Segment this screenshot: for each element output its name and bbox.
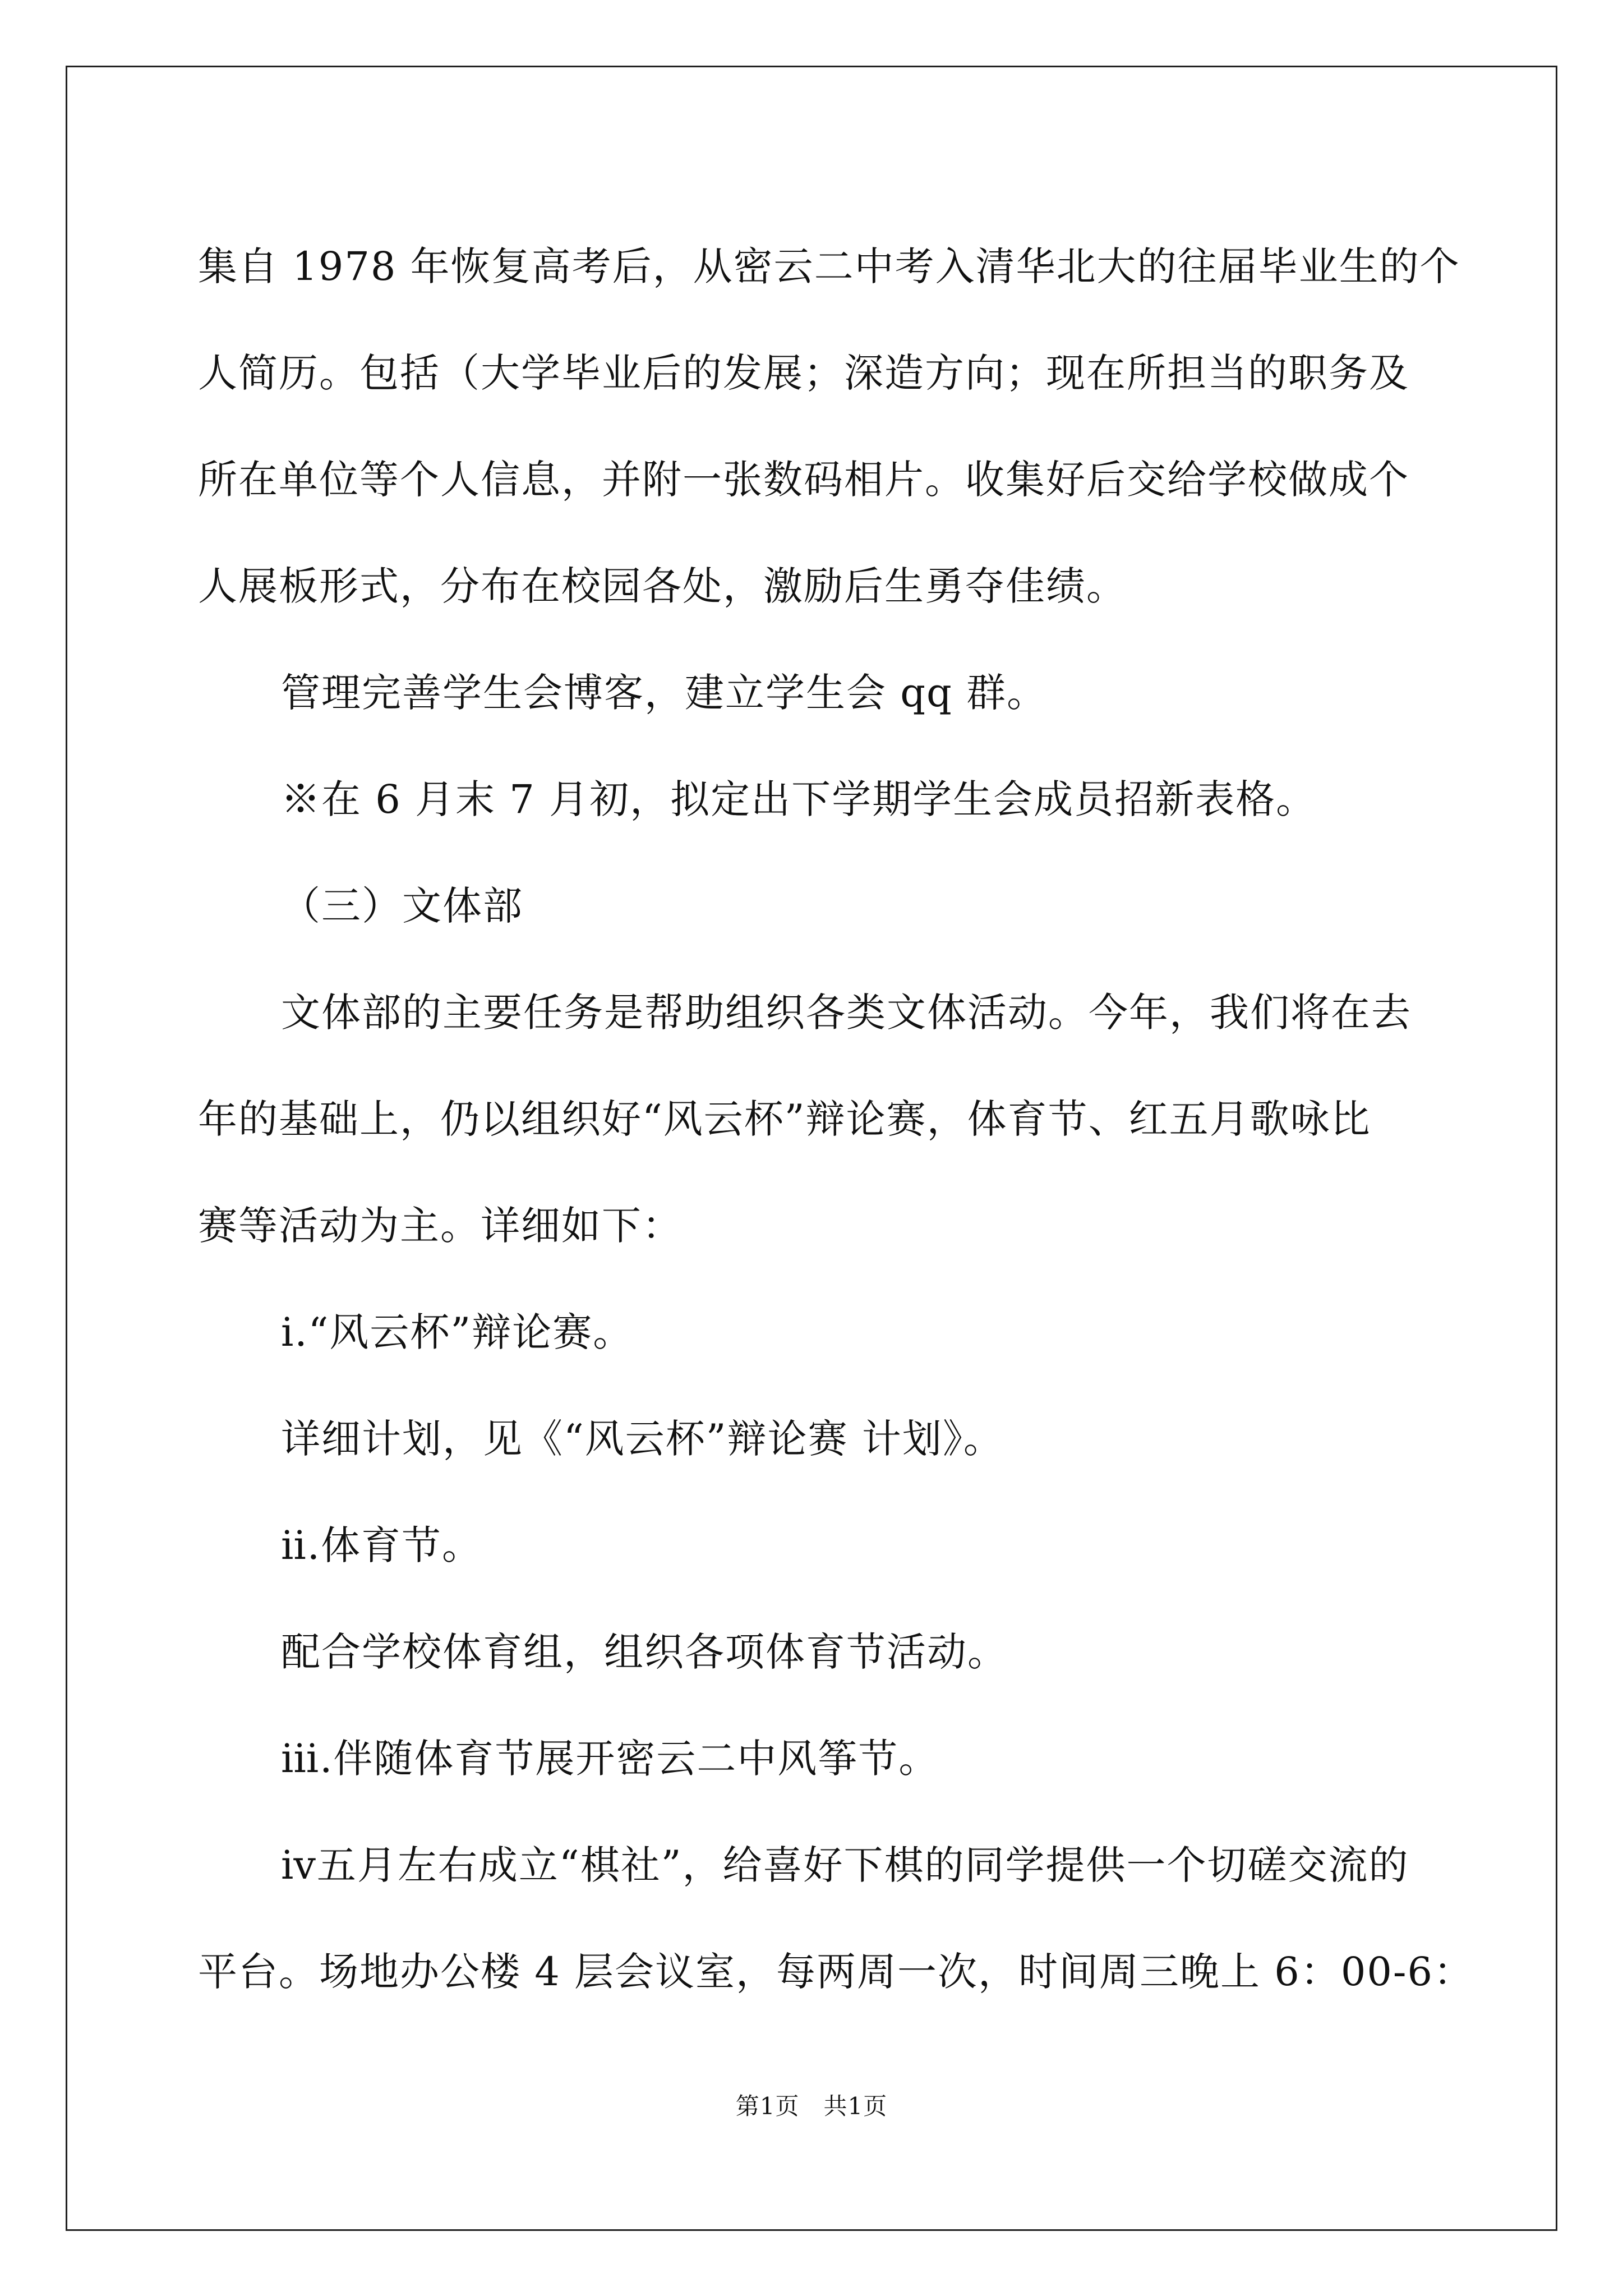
page-number-footer: 第1页 共1页: [735, 2092, 888, 2120]
paragraph-line: ※在 6 月末 7 月初，拟定出下学期学生会成员招新表格。: [281, 776, 1317, 822]
paragraph-line: 配合学校体育组，组织各项体育节活动。: [281, 1629, 1008, 1675]
paragraph-line: 详细计划，见《“风云杯”辩论赛 计划》。: [281, 1416, 1004, 1462]
paragraph-line: 管理完善学生会博客，建立学生会 qq 群。: [281, 670, 1048, 716]
section-heading: （三）文体部: [281, 883, 523, 929]
paragraph-line: 所在单位等个人信息，并附一张数码相片。收集好后交给学校做成个: [198, 457, 1409, 503]
paragraph-line: 赛等活动为主。详细如下：: [198, 1203, 683, 1249]
paragraph-line: 平台。场地办公楼 4 层会议室，每两周一次，时间周三晚上 6：00-6：: [198, 1949, 1474, 1995]
list-item-heading: ⅲ.伴随体育节展开密云二中风筝节。: [281, 1736, 939, 1782]
paragraph-line: 集自 1978 年恢复高考后，从密云二中考入清华北大的往届毕业生的个: [198, 243, 1460, 289]
paragraph-line: ⅳ五月左右成立“棋社”，给喜好下棋的同学提供一个切磋交流的: [281, 1842, 1409, 1888]
document-body: [198, 213, 1474, 2025]
paragraph-line: 年的基础上，仍以组织好“风云杯”辩论赛，体育节、红五月歌咏比: [198, 1096, 1371, 1142]
paragraph-line: 文体部的主要任务是帮助组织各类文体活动。今年，我们将在去: [281, 990, 1412, 1036]
paragraph-line: 人简历。包括（大学毕业后的发展；深造方向；现在所担当的职务及: [198, 350, 1409, 396]
list-item-heading: ⅰ.“风云杯”辩论赛。: [281, 1309, 634, 1355]
list-item-heading: ⅱ.体育节。: [281, 1522, 483, 1568]
paragraph-line: 人展板形式，分布在校园各处，激励后生勇夺佳绩。: [198, 563, 1127, 609]
